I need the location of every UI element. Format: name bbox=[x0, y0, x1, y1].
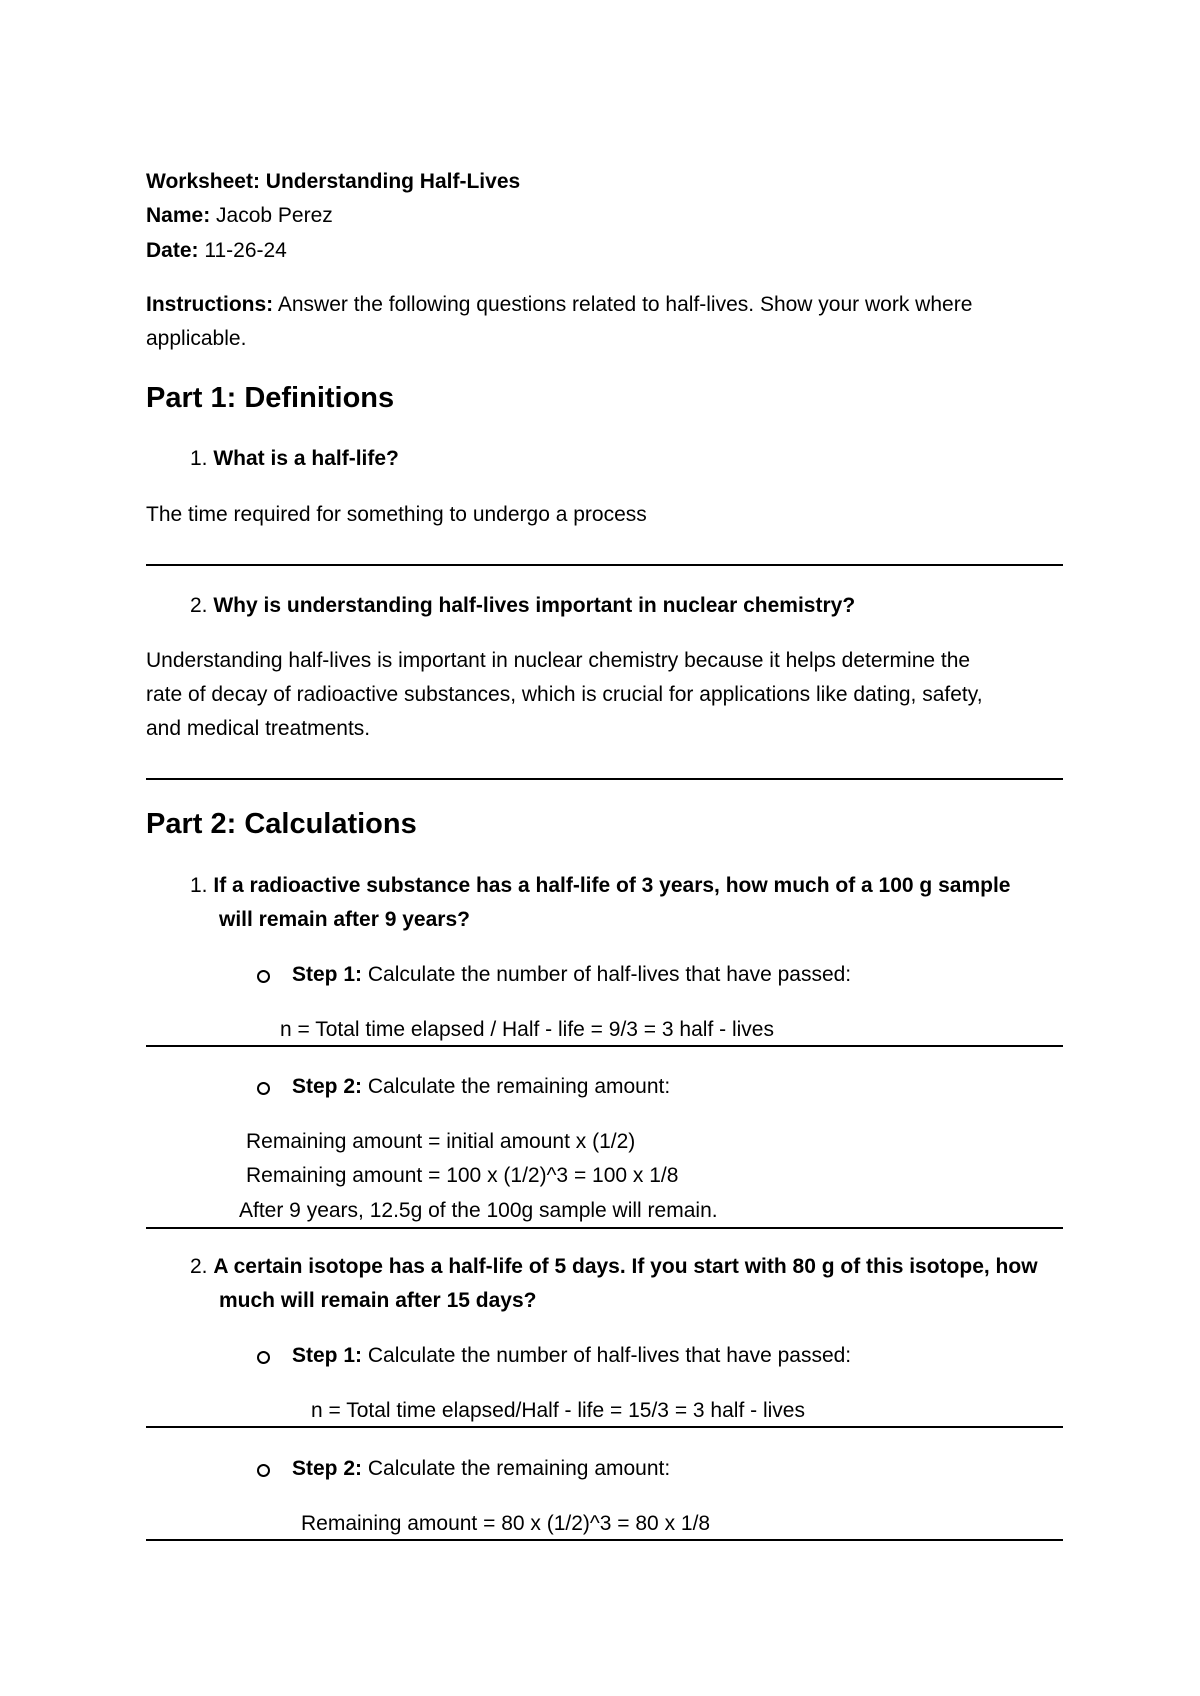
part2-q1-number: 1. bbox=[190, 874, 208, 897]
part2-heading: Part 2: Calculations bbox=[146, 808, 417, 840]
answer-divider bbox=[146, 564, 1063, 566]
answer-divider bbox=[146, 778, 1063, 780]
part2-q2-step2-work: Remaining amount = 80 x (1/2)^3 = 80 x 1/8 bbox=[301, 1512, 711, 1535]
step2-label: Step 2: bbox=[292, 1457, 363, 1480]
instructions-text-2: applicable. bbox=[146, 327, 247, 350]
bullet-circle-icon bbox=[257, 1464, 270, 1477]
part1-q1-text: What is a half-life? bbox=[213, 447, 399, 470]
bullet-circle-icon bbox=[257, 1351, 270, 1364]
part1-q2-answer-2: rate of decay of radioactive substances, which is crucial for applications like dating, safety, bbox=[146, 683, 983, 706]
part2-q1-step2 bbox=[292, 1074, 670, 1100]
part2-q1-step2-work-1: Remaining amount = initial amount x (1/2) bbox=[246, 1130, 636, 1153]
answer-divider bbox=[146, 1045, 1063, 1047]
part2-q1-text-2: will remain after 9 years? bbox=[219, 908, 470, 931]
instructions-label: Instructions: bbox=[146, 293, 274, 316]
step1-label: Step 1: bbox=[292, 1344, 363, 1367]
part2-q2-number: 2. bbox=[190, 1255, 208, 1278]
part2-q2-step1-work: n = Total time elapsed/Half - life = 15/3 = 3 half - lives bbox=[311, 1399, 805, 1422]
bullet-circle-icon bbox=[257, 1082, 270, 1095]
part2-q1-step2-work-3: After 9 years, 12.5g of the 100g sample will remain. bbox=[239, 1199, 718, 1222]
step2-text: Calculate the remaining amount: bbox=[367, 1075, 671, 1098]
worksheet-title: Worksheet: Understanding Half-Lives bbox=[146, 170, 521, 193]
part2-q1-step1 bbox=[292, 962, 851, 988]
answer-divider bbox=[146, 1227, 1063, 1229]
part2-q2-line-1 bbox=[190, 1254, 1038, 1280]
instructions-line-1 bbox=[146, 292, 972, 318]
name-line bbox=[146, 203, 333, 229]
date-line bbox=[146, 238, 287, 264]
part2-q2-text-2: much will remain after 15 days? bbox=[219, 1289, 537, 1312]
part1-q2 bbox=[190, 593, 855, 619]
part2-q2-step2 bbox=[292, 1456, 670, 1482]
name-label: Name: bbox=[146, 204, 211, 227]
part2-q1-step2-work-2: Remaining amount = 100 x (1/2)^3 = 100 x 1/8 bbox=[246, 1164, 679, 1187]
part1-q2-answer-3: and medical treatments. bbox=[146, 717, 371, 740]
name-value: Jacob Perez bbox=[216, 204, 333, 227]
step2-text: Calculate the remaining amount: bbox=[367, 1457, 671, 1480]
bullet-circle-icon bbox=[257, 970, 270, 983]
step1-label: Step 1: bbox=[292, 963, 363, 986]
step1-text: Calculate the number of half-lives that have passed: bbox=[367, 963, 852, 986]
part1-heading: Part 1: Definitions bbox=[146, 382, 395, 414]
part1-q1-answer: The time required for something to undergo a process bbox=[146, 503, 647, 526]
part1-q2-text: Why is understanding half-lives important in nuclear chemistry? bbox=[213, 594, 856, 617]
part1-q1-number: 1. bbox=[190, 447, 208, 470]
part2-q1-line-1 bbox=[190, 873, 1010, 899]
part2-q2-step1 bbox=[292, 1343, 851, 1369]
part2-q1-text-1: If a radioactive substance has a half-life of 3 years, how much of a 100 g sample bbox=[213, 874, 1011, 897]
part2-q2-text-1: A certain isotope has a half-life of 5 days. If you start with 80 g of this isotope, how bbox=[213, 1255, 1038, 1278]
step2-label: Step 2: bbox=[292, 1075, 363, 1098]
answer-divider bbox=[146, 1426, 1063, 1428]
date-label: Date: bbox=[146, 239, 199, 262]
instructions-text-1: Answer the following questions related to half-lives. Show your work where bbox=[277, 293, 973, 316]
part1-q1 bbox=[190, 446, 399, 472]
step1-text: Calculate the number of half-lives that have passed: bbox=[367, 1344, 852, 1367]
part1-q2-answer-1: Understanding half-lives is important in nuclear chemistry because it helps determine the bbox=[146, 649, 971, 672]
part1-q2-number: 2. bbox=[190, 594, 208, 617]
part2-q1-step1-work: n = Total time elapsed / Half - life = 9/3 = 3 half - lives bbox=[280, 1018, 774, 1041]
date-value: 11-26-24 bbox=[204, 239, 287, 262]
answer-divider bbox=[146, 1539, 1063, 1541]
